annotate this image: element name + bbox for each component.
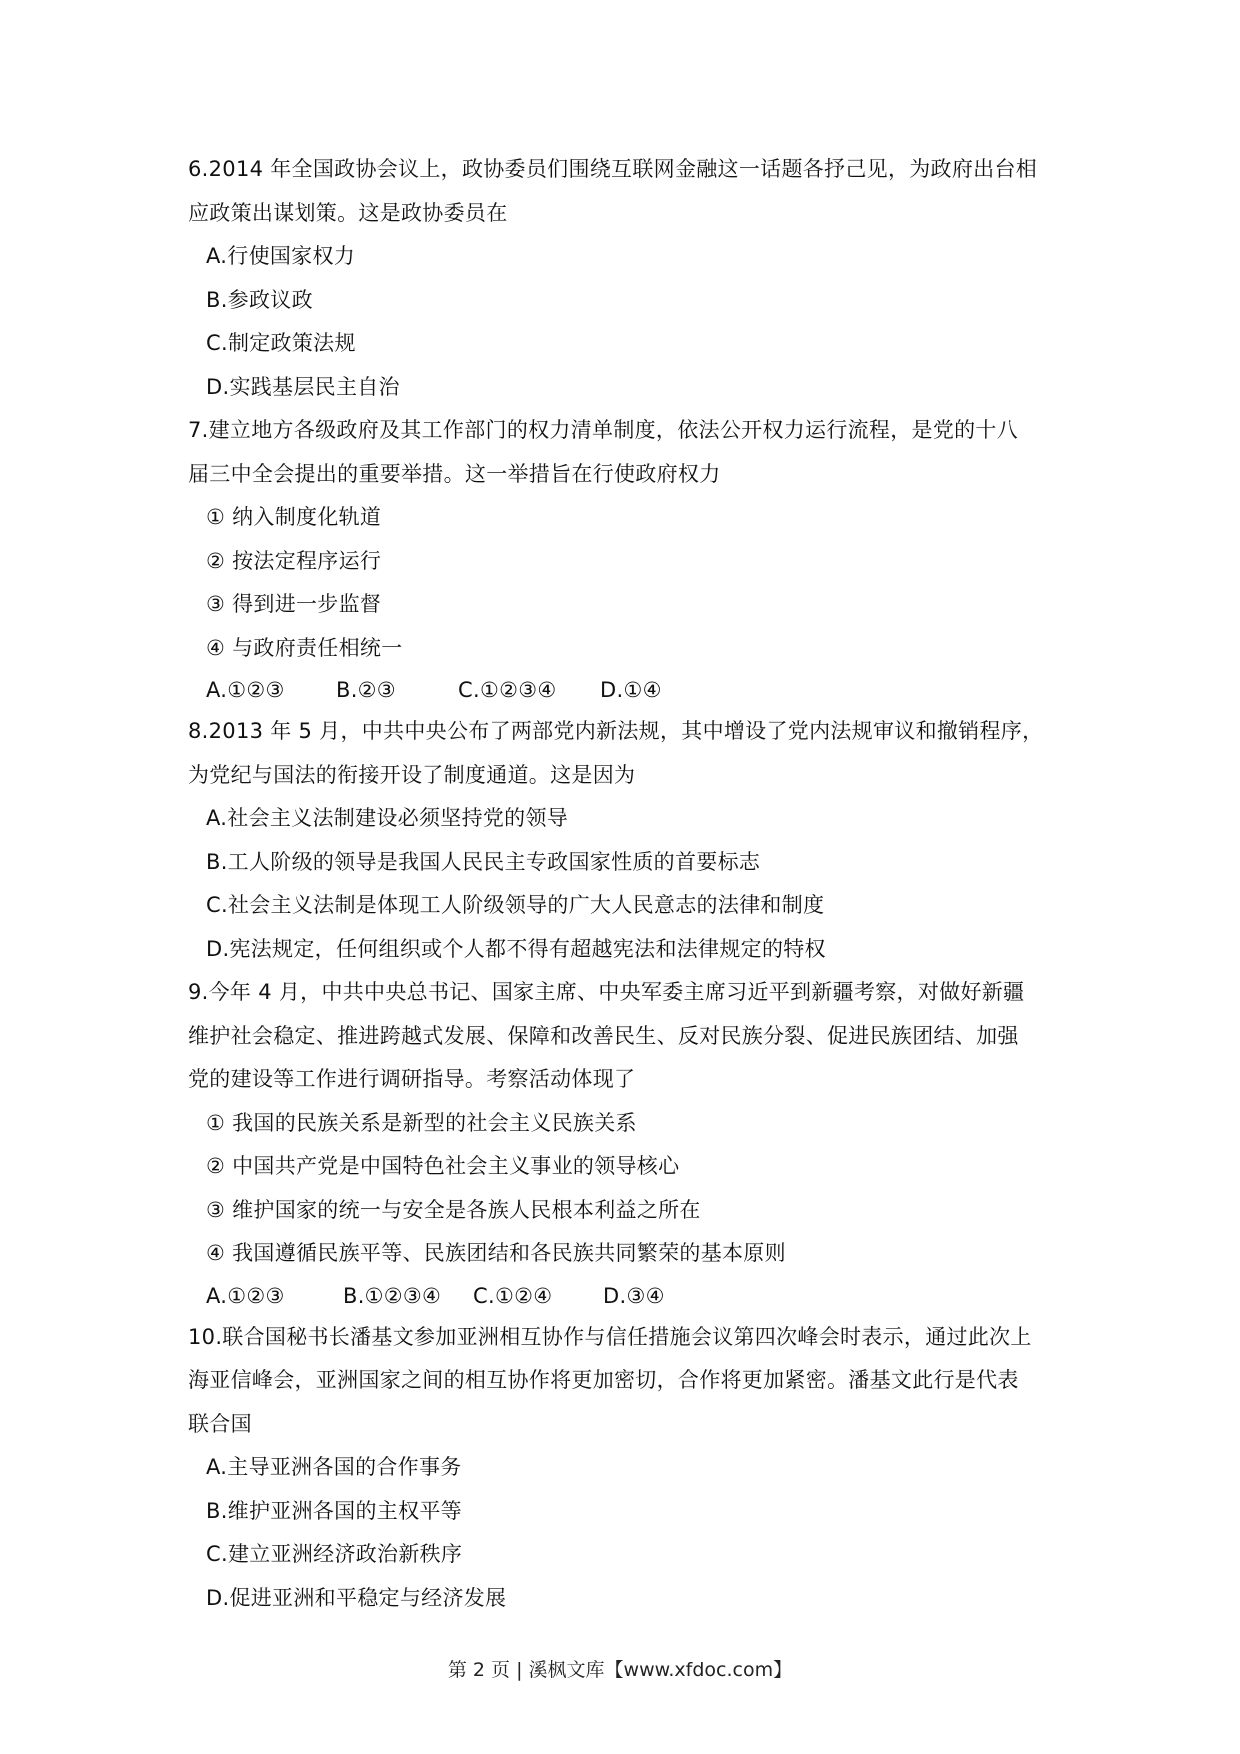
- statement-item: ② 中国共产党是中国特色社会主义事业的领导核心: [206, 1154, 680, 1178]
- option-b: B.参政议政: [206, 287, 313, 312]
- choice-c: C.①②③④: [458, 678, 557, 702]
- choice-b: B.②③: [336, 678, 396, 702]
- choice-d: D.①④: [600, 678, 662, 702]
- question-stem-line: 海亚信峰会，亚洲国家之间的相互协作将更加密切，合作将更加紧密。潘基文此行是代表: [188, 1368, 1019, 1392]
- statement-item: ② 按法定程序运行: [206, 548, 382, 573]
- question-8: [188, 710, 1068, 971]
- statement-item: ① 纳入制度化轨道: [206, 505, 382, 529]
- question-stem-line: 8.2013 年 5 月，中共中央公布了两部党内新法规，其中增设了党内法规审议和撤销程序，: [188, 719, 1044, 743]
- option-d: D.宪法规定，任何组织或个人都不得有超越宪法和法律规定的特权: [206, 936, 826, 961]
- choice-a: A.①②③: [206, 678, 285, 702]
- question-9: [188, 971, 1068, 1316]
- statement-item: ③ 得到进一步监督: [206, 592, 382, 616]
- question-7: [188, 409, 1068, 710]
- option-d: D.促进亚洲和平稳定与经济发展: [206, 1585, 507, 1610]
- option-c: C.制定政策法规: [206, 331, 356, 355]
- option-d: D.实践基层民主自治: [206, 374, 400, 399]
- answer-choices: [188, 670, 1068, 710]
- question-stem-line: 6.2014 年全国政协会议上，政协委员们围绕互联网金融这一话题各抒己见，为政府出台相: [188, 157, 1038, 181]
- question-6: [188, 148, 1068, 409]
- option-a: A.主导亚洲各国的合作事务: [206, 1455, 462, 1479]
- question-stem-line: 10.联合国秘书长潘基文参加亚洲相互协作与信任措施会议第四次峰会时表示，通过此次上: [188, 1324, 1032, 1349]
- question-stem-line: 党的建设等工作进行调研指导。考察活动体现了: [188, 1067, 636, 1091]
- option-c: C.社会主义法制是体现工人阶级领导的广大人民意志的法律和制度: [206, 893, 825, 917]
- statement-item: ④ 我国遵循民族平等、民族团结和各民族共同繁荣的基本原则: [206, 1241, 786, 1265]
- question-stem-line: 为党纪与国法的衔接开设了制度通道。这是因为: [188, 762, 636, 787]
- option-a: A.社会主义法制建设必须坚持党的领导: [206, 806, 569, 830]
- exam-content: [188, 148, 1068, 1620]
- answer-choices: [188, 1276, 1068, 1316]
- question-10: [188, 1316, 1068, 1621]
- page-footer: 第 2 页 | 溪枫文库【www.xfdoc.com】: [447, 1659, 793, 1681]
- question-stem-line: 届三中全会提出的重要举措。这一举措旨在行使政府权力: [188, 461, 721, 486]
- question-stem-line: 维护社会稳定、推进跨越式发展、保障和改善民生、反对民族分裂、促进民族团结、加强: [188, 1023, 1019, 1048]
- option-c: C.建立亚洲经济政治新秩序: [206, 1542, 463, 1566]
- option-a: A.行使国家权力: [206, 244, 356, 268]
- question-stem-line: 7.建立地方各级政府及其工作部门的权力清单制度，依法公开权力运行流程，是党的十八: [188, 418, 1019, 442]
- statement-item: ④ 与政府责任相统一: [206, 635, 403, 660]
- choice-d: D.③④: [603, 1283, 665, 1308]
- option-b: B.工人阶级的领导是我国人民民主专政国家性质的首要标志: [206, 849, 761, 874]
- option-b: B.维护亚洲各国的主权平等: [206, 1498, 462, 1523]
- choice-c: C.①②④: [473, 1283, 553, 1308]
- question-stem-line: 联合国: [188, 1411, 252, 1436]
- question-stem-line: 应政策出谋划策。这是政协委员在: [188, 200, 508, 225]
- statement-item: ③ 维护国家的统一与安全是各族人民根本利益之所在: [206, 1197, 701, 1222]
- choice-b: B.①②③④: [343, 1283, 442, 1308]
- choice-a: A.①②③: [206, 1283, 285, 1308]
- statement-item: ① 我国的民族关系是新型的社会主义民族关系: [206, 1110, 637, 1135]
- question-stem-line: 9.今年 4 月，中共中央总书记、国家主席、中央军委主席习近平到新疆考察，对做好新疆: [188, 980, 1025, 1004]
